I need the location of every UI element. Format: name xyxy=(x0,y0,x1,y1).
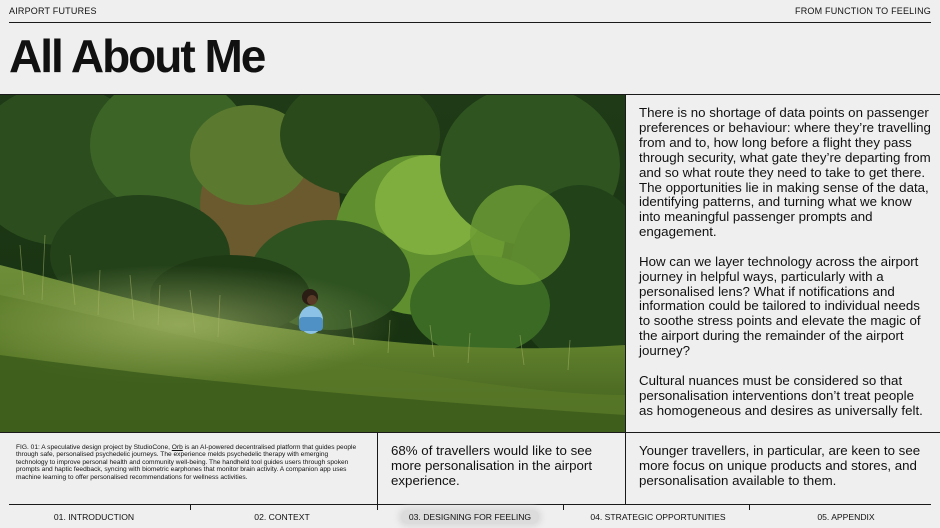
nav-item-appendix[interactable] xyxy=(752,505,940,528)
caption-suffix: is an AI-powered decentralised platform that guides people through safe, personalised psychedelic journeys. The experience melds psychedelic therapy with emerging technology to improve personal health and community well-being. The handheld tool guides users through spoken prompts and haptic feedback, syncing with biometric earphones that monitor brain activity. A companion app uses machine learning to offer personalised recommendations for wellness activities. xyxy=(16,444,357,481)
divider-middle xyxy=(0,432,940,433)
body-paragraph: There is no shortage of data points on passenger preferences or behaviour: where they’re travelling from and to, how long before a flight they pass through security, what gate they’re departing from and so what route they need to take to get there. The opportunities lie in making sense of the data, identifying patterns, and turning what we know into meaningful passenger prompts and engagement. xyxy=(639,105,931,240)
nav-item-label: 05. APPENDIX xyxy=(817,511,875,522)
caption-prefix: FIG. 01: A speculative design project by StudioCone, xyxy=(16,444,172,451)
divider-vertical-middle xyxy=(377,432,378,504)
nav-item-label: 01. INTRODUCTION xyxy=(53,511,135,522)
nav-item-label: 03. DESIGNING FOR FEELING xyxy=(401,510,539,524)
page-title: All About Me xyxy=(9,30,265,82)
younger-travellers-callout: Younger travellers, in particular, are keen to see more focus on unique products and stores, and personalisation available to them. xyxy=(639,443,921,488)
top-header xyxy=(9,0,931,23)
hero-photo xyxy=(0,95,625,432)
nav-item-label: 02. CONTEXT xyxy=(254,511,310,522)
divider-vertical-right xyxy=(625,95,626,504)
nav-item-introduction[interactable] xyxy=(0,505,188,528)
figure-caption xyxy=(16,444,361,481)
meadow-photo-illustration xyxy=(0,95,625,432)
body-text xyxy=(639,106,931,433)
stat-callout: 68% of travellers would like to see more personalisation in the airport experience. xyxy=(391,443,593,488)
footer-nav xyxy=(0,505,940,528)
header-right-label: FROM FUNCTION TO FEELING xyxy=(795,6,931,16)
nav-item-strategic-opportunities[interactable] xyxy=(564,505,752,528)
body-paragraph: Cultural nuances must be considered so that personalisation interventions don’t treat people as homogeneous and desires as universally felt. xyxy=(639,372,923,418)
nav-item-label: 04. STRATEGIC OPPORTUNITIES xyxy=(590,511,726,522)
body-paragraph: How can we layer technology across the airport journey in helpful ways, particularly with a personalised lens? What if notifications and information could be tailored to individual needs to soothe stress points and elevate the magic of the airport during the remainder of the airport journey? xyxy=(639,253,921,359)
nav-item-context[interactable] xyxy=(188,505,376,528)
caption-link-orb[interactable]: Orb xyxy=(171,444,183,451)
nav-item-designing-for-feeling[interactable] xyxy=(376,505,564,528)
header-left-label: AIRPORT FUTURES xyxy=(9,6,97,16)
